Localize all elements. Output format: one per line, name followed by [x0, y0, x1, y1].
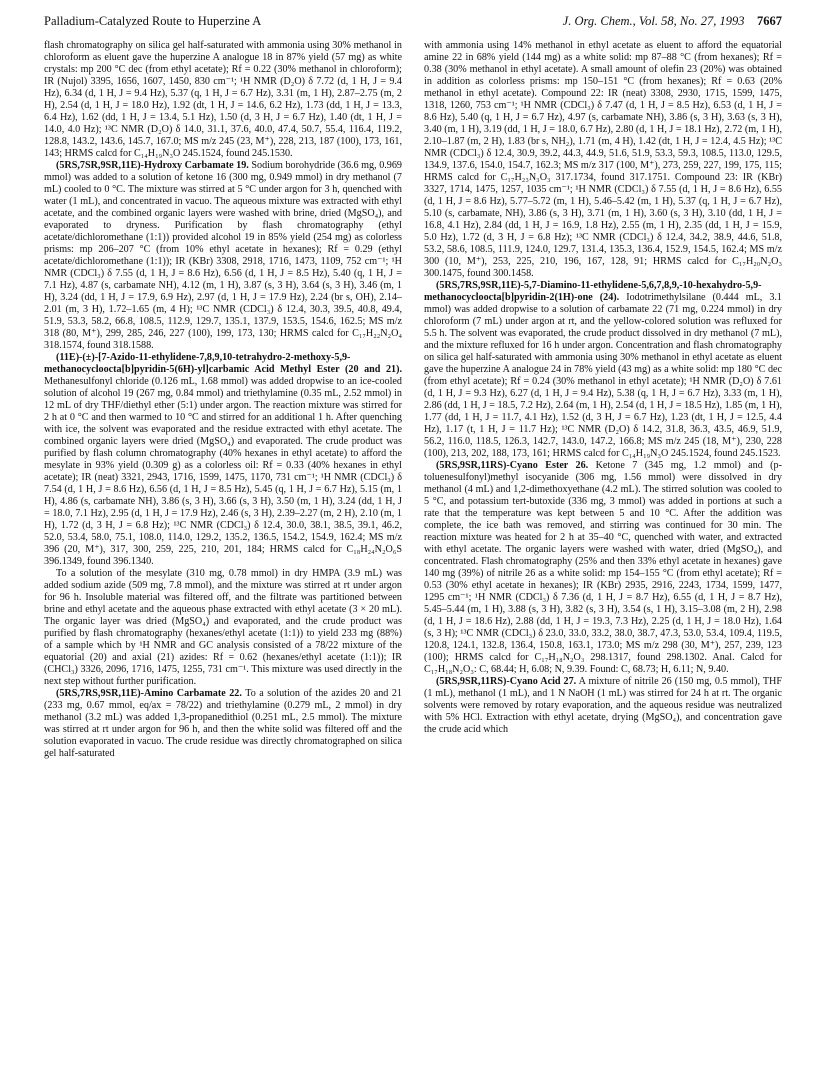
compound-heading: (5RS,7RS,9SR,11E)-Amino Carbamate 22. [56, 688, 242, 699]
paragraph [424, 460, 782, 676]
paragraph [44, 568, 402, 688]
running-header [44, 14, 782, 32]
paragraph-text: Iodotrimethylsilane (0.444 mL, 3.1 mmol) was added dropwise to a solution of carbamate 22 (71 mg, 0.224 mmol) in dry chloroform (7 mL) under argon at rt, and the yellow-colored solution was refluxed for 5.5 h. The solvent was evaporated, the crude product dissolved in dry methanol (7 mL), and the mixture refluxed for 16 h under argon. Concentration and flash chromatography on silica gel half-saturated with ammonia using 30% methanol in ethyl acetate as eluent gave the huperzine A analogue 24 in 78% yield (43 mg) as a white solid: mp 180 °C dec (from ethyl acetate); Rf = 0.24 (30% methanol in ethyl acetate); ¹H NMR (D₂O) δ 7.61 (d, 1 H, J = 9.3 Hz), 6.27 (d, 1 H, J = 9.4 Hz), 5.38 (q, 1 H, J = 6.7 Hz), 3.33 (m, 1 H), 2.86 (dd, 1 H, J = 18.5, 7.2 Hz), 2.64 (m, 1 H), 2.54 (d, 1 H, J = 18.5 Hz), 1.85 (m, 1 H), 1.77 (dd, 1 H, J = 11.7, 4.1 Hz), 1.52 (d, 3 H, J = 6.7 Hz), 1.23 (dt, 1 H, J = 12.5, 4.4 Hz), 1.17 (t, 1 H, J = 11.7 Hz); ¹³C NMR (D₂O) δ 14.2, 31.8, 36.3, 43.5, 46.9, 51.9, 56.2, 116.0, 118.5, 126.3, 142.7, 143.0, 147.2, 166.8; MS m/z 245 (18, M⁺), 230, 228 (100), 213, 202, 188, 173, 161; HRMS calcd for C₁₄H₁₉N₃O 245.1524, found 245.1523. [424, 292, 782, 459]
paragraph-text: A mixture of nitrile 26 (150 mg, 0.5 mmol), THF (1 mL), methanol (1 mL), and 1 N NaOH (1 mL) was stirred for 24 h at rt. The organic solvents were removed by rotary evaporation, and the aqueous residue was neutralized with 5% HCl. Extraction with ethyl acetate, drying (MgSO₄), and concentration gave the crude acid which [424, 676, 782, 735]
page-number: 7667 [757, 14, 782, 28]
paragraph-text: Ketone 7 (345 mg, 1.2 mmol) and (p-toluenesulfonyl)methyl isocyanide (306 mg, 1.56 mmol) were dissolved in dry methanol (4 mL) and 1,2-dimethoxyethane (4.2 mL). The stirred solution was cooled to 5 °C, and potassium tert-butoxide (336 mg, 3 mmol) was added in portions at such a rate that the temperature was kept between 5 and 10 °C. After the addition was complete, the ice bath was removed, and stirring was continued for 30 min. The reaction mixture was heated for 2 h at 35–40 °C, quenched with water, and extracted with ethyl acetate. The organic layers were washed with water, dried (MgSO₄), and concentrated. Flash chromatography (25% and then 33% ethyl acetate in hexanes) gave 140 mg (39%) of nitrile 26 as a white solid: mp 154–155 °C (from ethyl acetate); Rf = 0.53 (30% ethyl acetate in hexanes); IR (KBr) 2935, 2916, 2243, 1734, 1599, 1477, 1295 cm⁻¹; ¹H NMR (CDCl₃) δ 7.36 (d, 1 H, J = 8.7 Hz), 6.55 (d, 1 H, J = 8.7 Hz), 5.45–5.44 (m, 1 H), 3.88 (s, 3 H), 3.82 (s, 3 H), 3.54 (s, 1 H), 3.15–3.08 (m, 2 H), 2.98 (d, 1 H, J = 18.6 Hz), 2.88 (dd, 1 H, J = 19.3, 7.3 Hz), 2.25 (d, 1 H, J = 18.0 Hz), 1.64 (s, 3 H); ¹³C NMR (CDCl₃) δ 23.0, 33.0, 33.2, 38.0, 38.7, 47.3, 53.0, 53.4, 109.4, 119.5, 120.8, 124.1, 132.8, 136.4, 150.8, 163.1, 173.0; MS m/z 298 (30, M⁺), 257, 239, 123 (100); HRMS calcd for C₁₇H₁₈N₂O₃ 298.1317, found 298.1302. Anal. Calcd for C₁₇H₁₈N₂O₃: C, 68.44; H, 6.08; N, 9.39. Found: C, 68.73; H, 6.11; N, 9.40. [424, 460, 782, 675]
compound-heading: (11E)-(±)-[7-Azido-11-ethylidene-7,8,9,10-tetrahydro-2-methoxy-5,9-methanocycloocta[b]pyridin-5(6H)-yl]carbamic Acid Methyl Ester (20 and 21). [44, 352, 402, 375]
paragraph-text: Methanesulfonyl chloride (0.126 mL, 1.68 mmol) was added dropwise to an ice-cooled solution of alcohol 19 (267 mg, 0.84 mmol) and triethylamine (0.35 mL, 2.52 mmol) in 12 mL of dry THF/diethyl ether (5:1) under argon. The reaction mixture was stirred for 2 h at 0 °C and then warmed to 10 °C and stirred for an additional 1 h. After quenching with ice, the solvent was evaporated and the residue extracted with ethyl acetate. The combined organic layers were dried (MgSO₄) and evaporated. The crude product was purified by flash column chromatography (40% hexanes in ethyl acetate) to afford the mesylate in 93% yield (0.309 g) as a colorless oil: Rf = 0.33 (40% hexanes in ethyl acetate); IR (neat) 3321, 2943, 1716, 1599, 1475, 1170, 731 cm⁻¹; ¹H NMR (CDCl₃) δ 7.54 (d, 1 H, J = 8.6 Hz), 6.56 (d, 1 H, J = 8.5 Hz), 5.45 (q, 1 H, J = 6.7 Hz), 5.15 (m, 1 H), 4.86 (s, carbamate NH), 3.86 (s, 3 H), 3.66 (s, 3 H), 3.50 (m, 1 H), 3.24 (dd, 1 H, J = 18.0, 7.1 Hz), 2.95 (d, 1 H, J = 17.9 Hz), 2.46 (s, 3 H), 2.39–2.27 (m, 2 H), 2.10 (m, 1 H), 1.72 (d, 3 H, J = 6.8 Hz); ¹³C NMR (CDCl₃) δ 12.4, 30.0, 38.1, 38.5, 39.1, 46.2, 52.0, 53.4, 58.0, 75.1, 108.0, 114.0, 129.2, 135.2, 136.5, 154.2, 154.9, 162.4; MS m/z 396 (20, M⁺), 317, 300, 259, 225, 210, 201, 184; HRMS calcd for C₁₈H₂₄N₂O₆S 396.1349, found 396.1340. [44, 376, 402, 567]
paragraph [44, 40, 402, 160]
paragraph [44, 688, 402, 760]
paragraph [424, 40, 782, 280]
compound-heading: (5RS,9SR,11RS)-Cyano Ester 26. [436, 460, 589, 471]
journal-citation [563, 14, 782, 29]
paragraph-text: flash chromatography on silica gel half-saturated with ammonia using 30% methanol in chloroform as eluent gave the huperzine A analogue 18 in 87% yield (57 mg) as white crystals: mp 200 °C dec (from ethyl acetate); Rf = 0.22 (30% methanol in chloroform); IR (Nujol) 3395, 1656, 1607, 1450, 830 cm⁻¹; ¹H NMR (D₂O) δ 7.72 (d, 1 H, J = 9.4 Hz), 6.34 (d, 1 H, J = 9.4 Hz), 5.37 (q, 1 H, J = 6.7 Hz), 3.31 (m, 1 H), 2.87–2.75 (m, 2 H), 2.54 (d, 1 H, J = 18.0 Hz), 1.92 (dt, 1 H, J = 14.6, 6.2 Hz), 1.73 (dd, 1 H, J = 13.3, 6.4 Hz), 1.62 (dd, 1 H, J = 13.4, 5.1 Hz), 1.50 (d, 3 H, J = 6.7 Hz), 1.40 (dt, 1 H, J = 14.0, 4.0 Hz); ¹³C NMR (D₂O) δ 14.0, 31.1, 37.6, 40.0, 47.4, 50.7, 55.4, 116.4, 119.2, 128.8, 143.2, 143.6, 145.7, 167.0; MS m/z 245 (23, M⁺), 228, 213, 187 (100), 173, 161, 143; HRMS calcd for C₁₄H₁₉N₃O 245.1524, found 245.1530. [44, 40, 402, 159]
paragraph [424, 676, 782, 736]
paragraph-text: Sodium borohydride (36.6 mg, 0.969 mmol) was added to a solution of ketone 16 (300 mg, 0.949 mmol) in dry methanol (7 mL) cooled to 0 °C. The mixture was stirred at 5 °C under argon for 3 h, quenched with water (1 mL), and concentrated in vacuo. The aqueous mixture was extracted with ethyl acetate, and the combined organic layers were washed with brine, dried (MgSO₄), and evaporated to dryness. Purification by flash chromatography (ethyl acetate/dichloromethane (1:1)) provided alcohol 19 in 85% yield (254 mg) as colorless prisms: mp 206–207 °C (from 10% ethyl acetate in hexanes); Rf = 0.29 (ethyl acetate/dichloromethane (1:1)); IR (KBr) 3308, 2918, 1716, 1473, 1109, 752 cm⁻¹; ¹H NMR (CDCl₃) δ 7.55 (d, 1 H, J = 8.6 Hz), 6.56 (d, 1 H, J = 8.5 Hz), 5.40 (q, 1 H, J = 7.1 Hz), 4.87 (s, carbamate NH), 4.12 (m, 1 H), 3.87 (s, 3 H), 3.64 (s, 3 H), 3.46 (m, 1 H), 3.24 (dd, 1 H, J = 17.9, 6.9 Hz), 2.97 (d, 1 H, J = 17.9 Hz), 2.24 (br s, OH), 2.14–2.01 (m, 3 H), 1.72–1.65 (m, 4 H); ¹³C NMR (CDCl₃) δ 12.4, 30.3, 39.5, 40.8, 49.4, 51.9, 53.3, 58.2, 66.8, 108.5, 112.9, 129.7, 135.1, 137.9, 153.5, 154.6, 162.5; MS m/z 318 (80, M⁺), 299, 285, 246, 227 (100), 199, 173, 130; HRMS calcd for C₁₇H₂₂N₂O₄ 318.1574, found 318.1588. [44, 160, 402, 351]
paragraph-text: To a solution of the mesylate (310 mg, 0.78 mmol) in dry HMPA (3.9 mL) was added sodium azide (509 mg, 7.8 mmol), and the mixture was stirred at rt under argon for 96 h. Insoluble material was filtered off, and the filtrate was partitioned between brine and ethyl acetate and the aqueous phase extracted with ethyl acetate (3 × 20 mL). The organic layer was dried (MgSO₄) and evaporated, and the crude product was purified by flash chromatography (hexanes/ethyl acetate (1:1)) to yield 233 mg (88%) of a sample which by ¹H NMR and GC analysis consisted of a 78/22 mixture of the equatorial (20) and axial (21) azides: Rf = 0.62 (hexanes/ethyl acetate (1:1)); IR (CHCl₃) 3326, 2096, 1716, 1475, 1255, 731 cm⁻¹. This mixture was used directly in the next step without further purification. [44, 568, 402, 687]
left-column [44, 40, 402, 760]
paragraph [424, 280, 782, 460]
compound-heading: (5RS,7SR,9SR,11E)-Hydroxy Carbamate 19. [56, 160, 249, 171]
paragraph-text: with ammonia using 14% methanol in ethyl acetate as eluent to afford the equatorial amine 22 in 68% yield (144 mg) as a white solid: mp 87–88 °C (from hexanes); Rf = 0.38 (30% methanol in ethyl acetate). A small amount of olefin 23 (20%) was obtained in addition as colorless prisms: mp 150–151 °C (from hexanes); Rf = 0.63 (20% methanol in ethyl acetate). Compound 22: IR (neat) 3308, 2930, 1715, 1599, 1475, 1318, 1260, 753 cm⁻¹; ¹H NMR (CDCl₃) δ 7.47 (d, 1 H, J = 8.5 Hz), 6.53 (d, 1 H, J = 8.6 Hz), 5.40 (q, 1 H, J = 6.7 Hz), 4.97 (s, carbamate NH), 3.86 (s, 3 H), 3.63 (s, 3 H), 3.40 (m, 1 H), 3.19 (dd, 1 H, J = 18.0, 6.7 Hz), 2.80 (d, 1 H, J = 18.1 Hz), 2.72 (m, 1 H), 2.10–1.87 (m, 2 H), 1.83 (br s, NH₂), 1.71 (m, 4 H), 1.42 (dt, 1 H, J = 12.4, 4.5 Hz); ¹³C NMR (CDCl₃) δ 12.4, 30.9, 39.2, 44.3, 44.9, 51.6, 51.9, 53.3, 59.3, 108.5, 113.0, 129.5, 134.9, 137.6, 154.0, 154.7, 162.3; MS m/z 317 (100, M⁺), 273, 259, 227, 199, 175, 115; HRMS calcd for C₁₇H₂₃N₃O₃ 317.1734, found 317.1751. Compound 23: IR (KBr) 3327, 1714, 1475, 1257, 1035 cm⁻¹; ¹H NMR (CDCl₃) δ 7.55 (d, 1 H, J = 8.6 Hz), 6.55 (d, 1 H, J = 8.6 Hz), 5.77–5.72 (m, 1 H), 5.46–5.42 (m, 1 H), 5.37 (q, 1 H, J = 6.7 Hz), 5.10 (s, carbamate, NH), 3.86 (s, 3 H), 3.71 (m, 1 H), 3.60 (s, 3 H), 3.10 (dd, 1 H, J = 16.8, 4.1 Hz), 2.84 (dd, 1 H, J = 16.9, 1.8 Hz), 2.55 (m, 1 H), 2.35 (dd, 1 H, J = 15.9, 5.0 Hz), 1.72 (d, 3 H, J = 6.8 Hz); ¹³C NMR (CDCl₃) δ 12.4, 34.2, 38.9, 44.6, 51.8, 53.2, 58.6, 108.5, 111.9, 124.0, 129.7, 131.4, 135.3, 136.4, 152.9, 154.5, 162.4; MS m/z 300 (10, M⁺), 253, 225, 210, 196, 167, 128, 91; HRMS calcd for C₁₇H₂₀N₂O₃ 300.1475, found 300.1458. [424, 40, 782, 279]
paragraph [44, 352, 402, 568]
right-column [424, 40, 782, 736]
paragraph-text: To a solution of the azides 20 and 21 (233 mg, 0.67 mmol, eq/ax = 78/22) and triethylamine (0.279 mL, 2 mmol) in dry methanol (3.2 mL) was added 1,3-propanedithiol (0.251 mL, 2.5 mmol). The mixture was stirred at rt under argon for 96 h, and then the white solid was filtered off and the solution evaporated in vacuo. The crude residue was directly chromatographed on silica gel half-saturated [44, 688, 402, 759]
paragraph [44, 160, 402, 352]
running-title: Palladium-Catalyzed Route to Huperzine A [44, 14, 262, 28]
compound-heading: (5RS,7RS,9SR,11E)-5,7-Diamino-11-ethylidene-5,6,7,8,9,-10-hexahydro-5,9-methanocycloocta[b]pyridin-2(1H)-one (24). [424, 280, 762, 303]
journal-name: J. Org. Chem., Vol. 58, No. 27, 1993 [562, 14, 745, 28]
compound-heading: (5RS,9SR,11RS)-Cyano Acid 27. [436, 676, 577, 687]
